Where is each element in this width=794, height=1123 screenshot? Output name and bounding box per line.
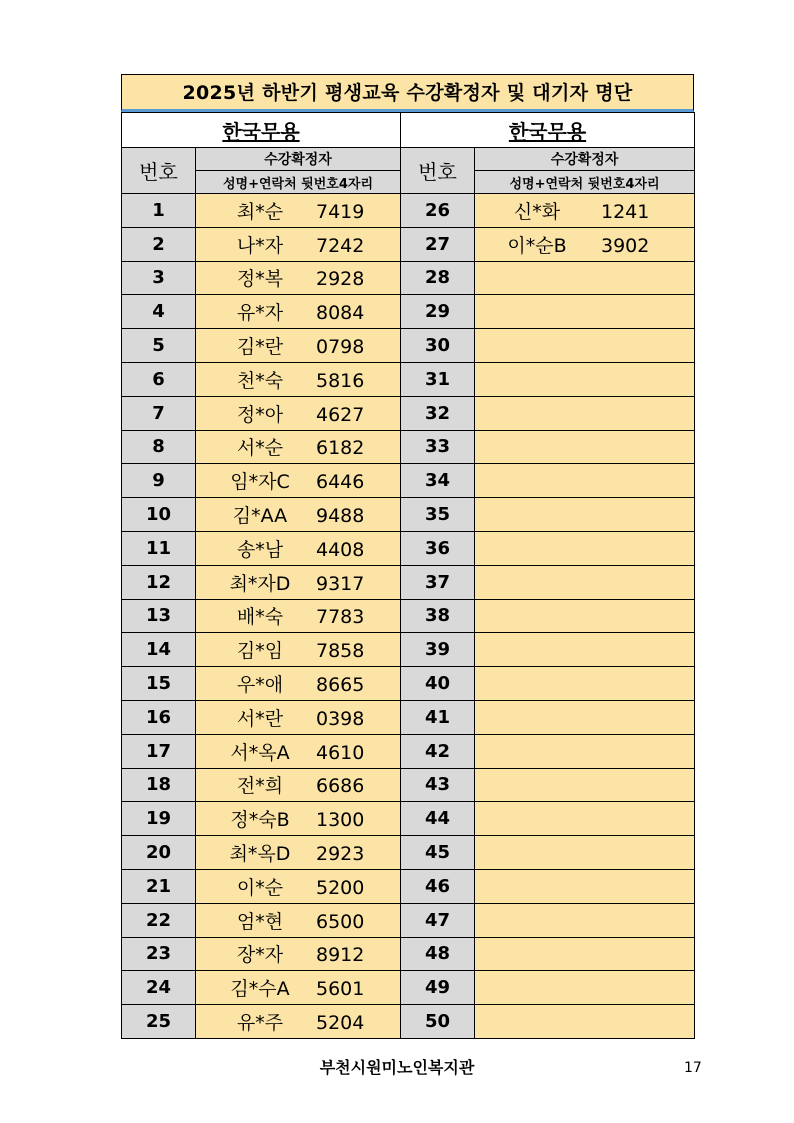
- right-entry-cell: [475, 430, 695, 464]
- right-entry-cell: [475, 599, 695, 633]
- entry-phone-digits: 5601: [316, 978, 365, 1001]
- right-row-number: 30: [401, 329, 475, 363]
- left-row-number: 22: [122, 903, 196, 937]
- entry-name: 정*아: [236, 403, 284, 426]
- table-row: [122, 971, 695, 1005]
- entry-name: 최*순: [236, 200, 284, 223]
- left-row-number: 18: [122, 768, 196, 802]
- left-row-number: 13: [122, 599, 196, 633]
- table-row: [122, 836, 695, 870]
- left-row-number: 11: [122, 531, 196, 565]
- left-row-number: 19: [122, 802, 196, 836]
- right-entry-cell: [475, 802, 695, 836]
- entry-name: 배*숙: [236, 606, 284, 629]
- left-entry-cell: [196, 734, 401, 768]
- entry-name: 나*자: [236, 234, 284, 257]
- entry-name: 김*란: [236, 336, 284, 359]
- left-entry-cell: [196, 227, 401, 261]
- table-row: [122, 599, 695, 633]
- right-row-number: 34: [401, 464, 475, 498]
- entry-phone-digits: 8084: [316, 302, 365, 325]
- entry-name: 서*란: [236, 707, 284, 730]
- table-row: [122, 1005, 695, 1039]
- left-entry-cell: [196, 430, 401, 464]
- right-row-number: 41: [401, 700, 475, 734]
- table-row: [122, 700, 695, 734]
- right-row-number: 36: [401, 531, 475, 565]
- left-entry-cell: [196, 937, 401, 971]
- left-entry-cell: [196, 1005, 401, 1039]
- left-row-number: 5: [122, 329, 196, 363]
- left-entry-cell: [196, 464, 401, 498]
- left-number-header: 번호: [122, 148, 196, 194]
- entry-phone-digits: 6686: [316, 775, 365, 798]
- right-entry-cell: [475, 667, 695, 701]
- right-row-number: 33: [401, 430, 475, 464]
- entry-name: 엄*현: [236, 910, 284, 933]
- left-sub-header: 성명+연락처 뒷번호4자리: [196, 171, 401, 194]
- entry-name: 우*애: [236, 674, 284, 697]
- left-entry-cell: [196, 329, 401, 363]
- table-row: [122, 633, 695, 667]
- left-row-number: 25: [122, 1005, 196, 1039]
- entry-phone-digits: 4408: [316, 538, 365, 561]
- right-sub-header: 성명+연락처 뒷번호4자리: [475, 171, 695, 194]
- left-row-number: 6: [122, 362, 196, 396]
- entry-name: 장*자: [236, 944, 284, 967]
- right-row-number: 40: [401, 667, 475, 701]
- entry-phone-digits: 6446: [316, 471, 365, 494]
- entry-name: 천*숙: [236, 369, 284, 392]
- table-row: [122, 194, 695, 228]
- entry-name: 이*순: [236, 876, 284, 899]
- left-entry-cell: [196, 531, 401, 565]
- right-row-number: 27: [401, 227, 475, 261]
- left-entry-cell: [196, 768, 401, 802]
- left-entry-cell: [196, 599, 401, 633]
- table-row: [122, 937, 695, 971]
- left-entry-cell: [196, 869, 401, 903]
- entry-phone-digits: 7419: [316, 200, 365, 223]
- entry-phone-digits: 5200: [316, 876, 365, 899]
- entry-phone-digits: 0798: [316, 336, 365, 359]
- entry-name: 임*자C: [230, 471, 290, 494]
- left-entry-cell: [196, 396, 401, 430]
- right-row-number: 29: [401, 295, 475, 329]
- entry-name: 신*화: [513, 200, 561, 223]
- entry-name: 김*AA: [232, 505, 288, 528]
- right-entry-cell: [475, 836, 695, 870]
- entry-phone-digits: 2928: [316, 268, 365, 291]
- entry-phone-digits: 8665: [316, 674, 365, 697]
- entry-name: 최*옥D: [229, 843, 291, 866]
- right-row-number: 45: [401, 836, 475, 870]
- right-row-number: 31: [401, 362, 475, 396]
- entry-phone-digits: 6182: [316, 437, 365, 460]
- entry-name: 김*수A: [230, 978, 290, 1001]
- right-entry-cell: [475, 903, 695, 937]
- left-row-number: 8: [122, 430, 196, 464]
- left-row-number: 12: [122, 565, 196, 599]
- table-row: [122, 565, 695, 599]
- table-row: [122, 869, 695, 903]
- left-entry-cell: [196, 194, 401, 228]
- right-row-number: 46: [401, 869, 475, 903]
- left-row-number: 9: [122, 464, 196, 498]
- document-title: 2025년 하반기 평생교육 수강확정자 및 대기자 명단: [121, 74, 694, 112]
- right-entry-cell: [475, 329, 695, 363]
- right-entry-cell: [475, 194, 695, 228]
- entry-name: 서*옥A: [230, 741, 290, 764]
- table-row: [122, 734, 695, 768]
- right-entry-cell: [475, 633, 695, 667]
- left-entry-cell: [196, 498, 401, 532]
- entry-phone-digits: 4627: [316, 403, 365, 426]
- right-entry-cell: [475, 768, 695, 802]
- left-entry-cell: [196, 362, 401, 396]
- right-row-number: 32: [401, 396, 475, 430]
- right-entry-cell: [475, 464, 695, 498]
- left-entry-cell: [196, 802, 401, 836]
- entry-name: 이*순B: [507, 234, 567, 257]
- entry-phone-digits: 7858: [316, 640, 365, 663]
- left-row-number: 1: [122, 194, 196, 228]
- entry-phone-digits: 7783: [316, 606, 365, 629]
- left-row-number: 24: [122, 971, 196, 1005]
- left-row-number: 4: [122, 295, 196, 329]
- right-entry-cell: [475, 565, 695, 599]
- right-entry-cell: [475, 869, 695, 903]
- right-entry-cell: [475, 261, 695, 295]
- right-entry-cell: [475, 734, 695, 768]
- left-entry-cell: [196, 565, 401, 599]
- right-course-title: 한국무용: [401, 113, 695, 148]
- right-row-number: 47: [401, 903, 475, 937]
- right-row-number: 26: [401, 194, 475, 228]
- right-entry-cell: [475, 227, 695, 261]
- entry-phone-digits: 0398: [316, 707, 365, 730]
- left-entry-cell: [196, 903, 401, 937]
- right-entry-cell: [475, 362, 695, 396]
- right-entry-cell: [475, 1005, 695, 1039]
- entry-phone-digits: 9317: [316, 572, 365, 595]
- left-entry-cell: [196, 667, 401, 701]
- right-row-number: 37: [401, 565, 475, 599]
- left-row-number: 23: [122, 937, 196, 971]
- right-entry-cell: [475, 498, 695, 532]
- left-row-number: 10: [122, 498, 196, 532]
- right-row-number: 39: [401, 633, 475, 667]
- right-entry-cell: [475, 531, 695, 565]
- roster-table: [121, 112, 695, 1039]
- right-row-number: 49: [401, 971, 475, 1005]
- right-row-number: 50: [401, 1005, 475, 1039]
- right-row-number: 48: [401, 937, 475, 971]
- right-confirmed-header: 수강확정자: [475, 148, 695, 171]
- left-entry-cell: [196, 971, 401, 1005]
- left-row-number: 21: [122, 869, 196, 903]
- table-row: [122, 362, 695, 396]
- entry-name: 유*주: [236, 1012, 284, 1035]
- right-row-number: 35: [401, 498, 475, 532]
- right-entry-cell: [475, 396, 695, 430]
- entry-phone-digits: 6500: [316, 910, 365, 933]
- table-row: [122, 430, 695, 464]
- left-row-number: 2: [122, 227, 196, 261]
- left-entry-cell: [196, 836, 401, 870]
- right-number-header: 번호: [401, 148, 475, 194]
- table-row: [122, 498, 695, 532]
- entry-phone-digits: 5816: [316, 369, 365, 392]
- entry-phone-digits: 4610: [316, 741, 365, 764]
- table-row: [122, 802, 695, 836]
- entry-name: 정*숙B: [230, 809, 290, 832]
- page-number: 17: [684, 1060, 702, 1076]
- right-entry-cell: [475, 971, 695, 1005]
- entry-name: 서*순: [236, 437, 284, 460]
- entry-phone-digits: 5204: [316, 1012, 365, 1035]
- left-entry-cell: [196, 700, 401, 734]
- left-row-number: 15: [122, 667, 196, 701]
- right-row-number: 38: [401, 599, 475, 633]
- footer-organization: 부천시원미노인복지관: [319, 1058, 475, 1077]
- left-row-number: 16: [122, 700, 196, 734]
- table-row: [122, 295, 695, 329]
- entry-phone-digits: 7242: [316, 234, 365, 257]
- left-row-number: 14: [122, 633, 196, 667]
- left-confirmed-header: 수강확정자: [196, 148, 401, 171]
- right-entry-cell: [475, 295, 695, 329]
- entry-name: 전*희: [236, 775, 284, 798]
- left-entry-cell: [196, 633, 401, 667]
- left-entry-cell: [196, 295, 401, 329]
- table-row: [122, 227, 695, 261]
- entry-name: 유*자: [236, 302, 284, 325]
- right-row-number: 42: [401, 734, 475, 768]
- right-entry-cell: [475, 700, 695, 734]
- entry-phone-digits: 8912: [316, 944, 365, 967]
- left-row-number: 3: [122, 261, 196, 295]
- entry-phone-digits: 2923: [316, 843, 365, 866]
- entry-name: 정*복: [236, 268, 284, 291]
- entry-phone-digits: 1241: [601, 200, 650, 223]
- roster-body: [122, 113, 695, 1039]
- table-row: [122, 903, 695, 937]
- entry-phone-digits: 3902: [601, 234, 650, 257]
- entry-name: 김*임: [236, 640, 284, 663]
- left-row-number: 7: [122, 396, 196, 430]
- left-course-title: 한국무용: [122, 113, 401, 148]
- right-entry-cell: [475, 937, 695, 971]
- entry-name: 최*자D: [229, 572, 291, 595]
- table-row: [122, 531, 695, 565]
- entry-phone-digits: 9488: [316, 505, 365, 528]
- table-row: [122, 261, 695, 295]
- table-row: [122, 768, 695, 802]
- table-row: [122, 464, 695, 498]
- entry-phone-digits: 1300: [316, 809, 365, 832]
- table-row: [122, 396, 695, 430]
- left-row-number: 17: [122, 734, 196, 768]
- entry-name: 송*남: [236, 538, 284, 561]
- right-row-number: 44: [401, 802, 475, 836]
- right-row-number: 28: [401, 261, 475, 295]
- left-entry-cell: [196, 261, 401, 295]
- right-row-number: 43: [401, 768, 475, 802]
- table-row: [122, 667, 695, 701]
- roster-sheet: [121, 74, 694, 1039]
- left-row-number: 20: [122, 836, 196, 870]
- table-row: [122, 329, 695, 363]
